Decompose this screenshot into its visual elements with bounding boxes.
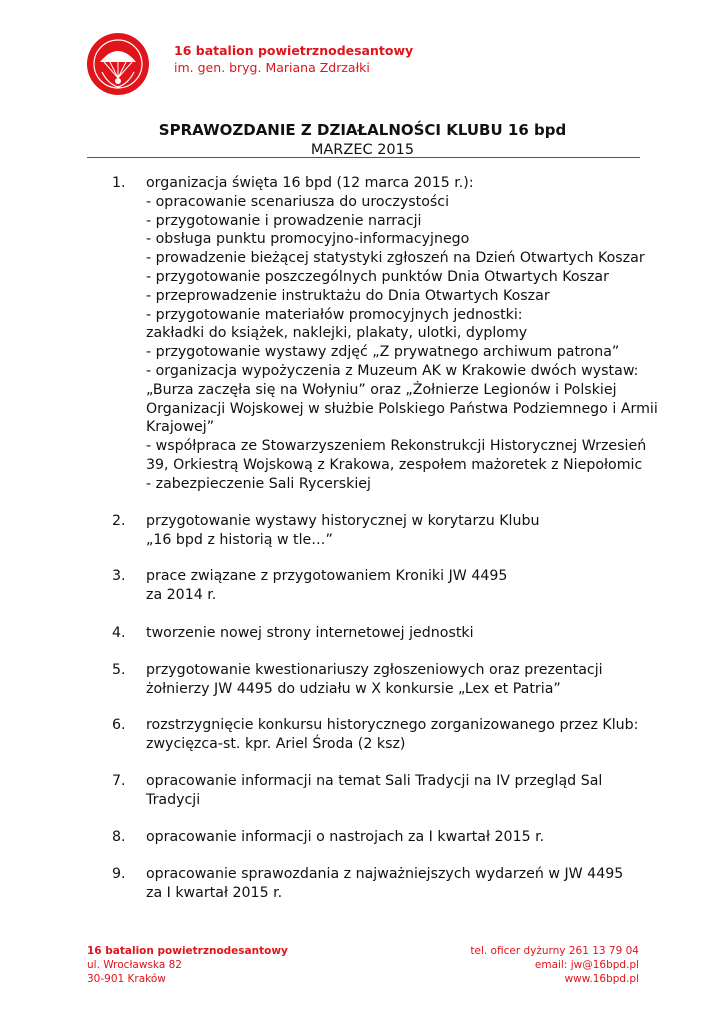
item-line: „Burza zaczęła się na Wołyniu” oraz „Żołnierze Legionów i Polskiej (146, 381, 617, 398)
item-number: 3. (112, 568, 126, 584)
item-line: opracowanie informacji o nastrojach za I kwartał 2015 r. (146, 829, 545, 845)
document-title: SPRAWOZDANIE Z DZIAŁALNOŚCI KLUBU 16 bpd (158, 121, 567, 139)
item-number: 2. (112, 513, 126, 529)
item-line: Organizacji Wojskowej w służbie Polskiego Państwa Podziemnego i Armii (146, 400, 658, 417)
item-line: rozstrzygnięcie konkursu historycznego zorganizowanego przez Klub: (146, 717, 639, 733)
footer-org-name: 16 batalion powietrznodesantowy (87, 945, 288, 957)
item-line: organizacja święta 16 bpd (12 marca 2015 r.): (146, 175, 474, 191)
item-line: za 2014 r. (146, 586, 217, 603)
item-line: zakładki do książek, naklejki, plakaty, ulotki, dyplomy (146, 325, 528, 342)
organization-patron: im. gen. bryg. Mariana Zdrzałki (174, 60, 370, 75)
item-line: „16 bpd z historią w tle…” (146, 531, 333, 548)
item-line: - opracowanie scenariusza do uroczystości (146, 193, 450, 210)
item-line: opracowanie informacji na temat Sali Tradycji na IV przegląd Sal (146, 773, 603, 789)
footer-website-link[interactable]: www.16bpd.pl (564, 973, 639, 985)
item-number: 5. (112, 662, 126, 678)
item-number: 7. (112, 773, 126, 789)
item-line: - przeprowadzenie instruktażu do Dnia Otwartych Koszar (146, 287, 550, 304)
footer-street: ul. Wrocławska 82 (87, 959, 182, 971)
item-number: 8. (112, 829, 126, 845)
item-number: 1. (112, 175, 126, 191)
footer-city: 30-901 Kraków (87, 973, 166, 985)
item-number: 9. (112, 866, 126, 882)
item-line: za I kwartał 2015 r. (146, 884, 283, 901)
item-line: żołnierzy JW 4495 do udziału w X konkursie „Lex et Patria” (146, 680, 561, 697)
item-line: Krajowej” (146, 419, 215, 436)
item-number: 6. (112, 717, 126, 733)
organization-name: 16 batalion powietrznodesantowy (174, 43, 414, 58)
item-line: - przygotowanie wystawy zdjęć „Z prywatnego archiwum patrona” (146, 344, 620, 361)
item-line: - zabezpieczenie Sali Rycerskiej (146, 475, 371, 492)
item-line: przygotowanie wystawy historycznej w korytarzu Klubu (146, 513, 540, 529)
item-line: - współpraca ze Stowarzyszeniem Rekonstrukcji Historycznej Wrzesień (146, 438, 647, 455)
item-line: Tradycji (146, 791, 201, 808)
item-line: - przygotowanie materiałów promocyjnych jednostki: (146, 306, 523, 323)
item-line: - organizacja wypożyczenia z Muzeum AK w Krakowie dwóch wystaw: (146, 363, 639, 379)
item-line: 39, Orkiestrą Wojskową z Krakowa, zespołem mażoretek z Niepołomic (146, 457, 643, 473)
item-number: 4. (112, 625, 126, 641)
item-line: tworzenie nowej strony internetowej jednostki (146, 625, 474, 641)
document-period: MARZEC 2015 (310, 142, 415, 158)
item-line: - przygotowanie poszczególnych punktów Dnia Otwartych Koszar (146, 269, 609, 285)
footer-address (87, 944, 288, 986)
item-line: - prowadzenie bieżącej statystyki zgłoszeń na Dzień Otwartych Koszar (146, 250, 645, 267)
title-divider (87, 157, 640, 158)
item-line: opracowanie sprawozdania z najważniejszych wydarzeń w JW 4495 (146, 866, 624, 882)
item-line: - obsługa punktu promocyjno-informacyjnego (146, 231, 470, 248)
item-line: prace związane z przygotowaniem Kroniki JW 4495 (146, 568, 508, 584)
item-line: - przygotowanie i prowadzenie narracji (146, 212, 422, 229)
footer-email-link[interactable]: email: jw@16bpd.pl (534, 959, 639, 971)
battalion-emblem-icon (86, 32, 150, 96)
item-line: zwycięzca-st. kpr. Ariel Środa (2 ksz) (146, 735, 406, 752)
footer-contact (470, 944, 639, 986)
item-line: przygotowanie kwestionariuszy zgłoszeniowych oraz prezentacji (146, 662, 603, 678)
footer-phone: tel. oficer dyżurny 261 13 79 04 (470, 945, 639, 957)
organization-header (174, 42, 413, 76)
